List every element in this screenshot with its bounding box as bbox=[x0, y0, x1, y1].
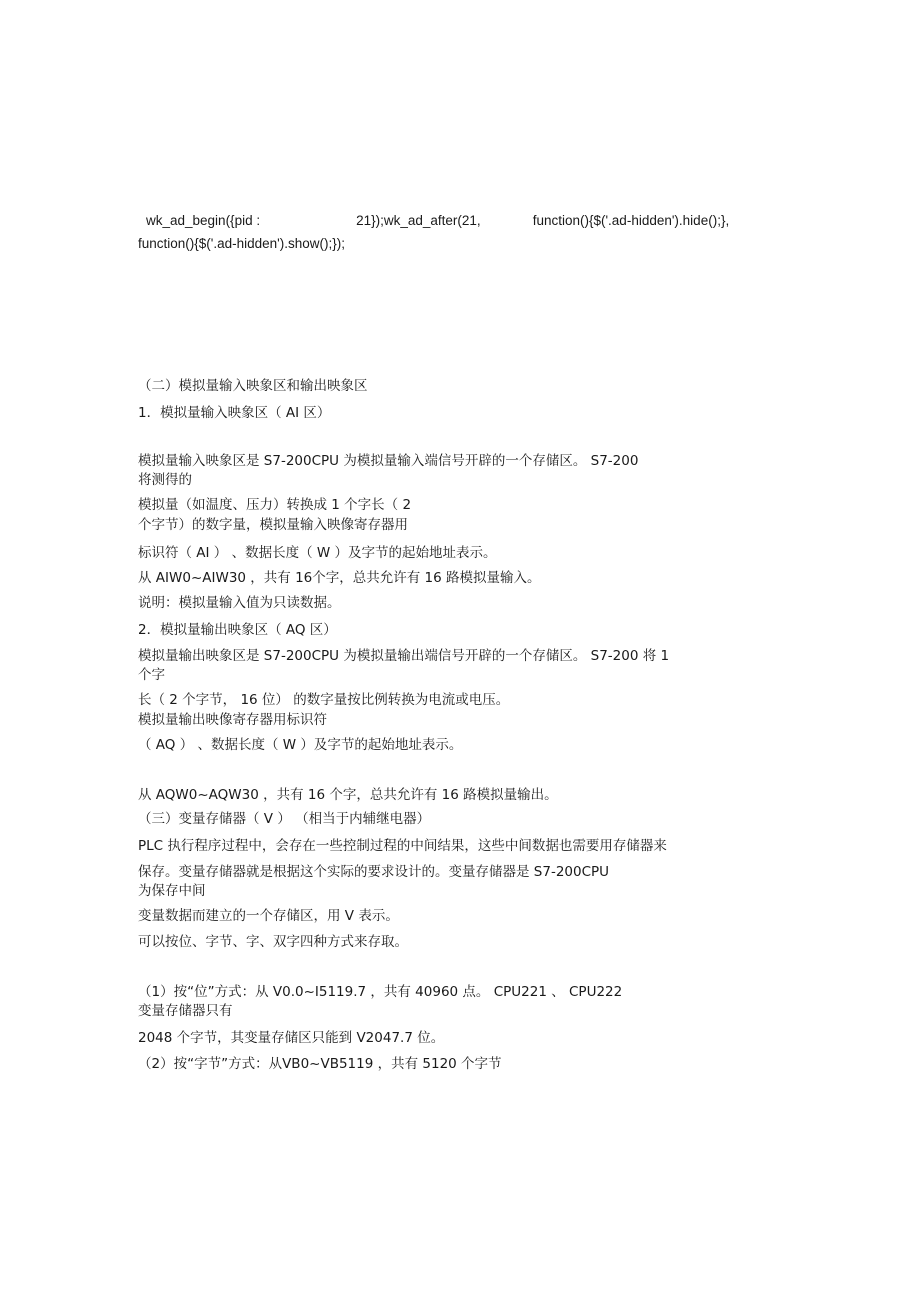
ad-code-part-3: function(){$('.ad-hidden').hide();}, bbox=[532, 213, 730, 228]
paragraph-line: 个字 bbox=[138, 667, 165, 683]
section-heading-variable-memory: （三）变量存储器（ V ） （相当于内辅继电器） bbox=[138, 811, 431, 827]
paragraph-line: 为保存中间 bbox=[138, 883, 206, 899]
ad-code-part-1: wk_ad_begin({pid : bbox=[146, 213, 261, 228]
paragraph-line: 变量数据而建立的一个存储区，用 V 表示。 bbox=[138, 908, 399, 924]
paragraph-line: 从 AIW0~AIW30 ，共有 16个字，总共允许有 16 路模拟量输入。 bbox=[138, 570, 541, 586]
subheading-aq-area: 2．模拟量输出映象区（ AQ 区） bbox=[138, 622, 337, 638]
paragraph-line: 将测得的 bbox=[138, 472, 192, 488]
paragraph-line: 模拟量输出映像寄存器用标识符 bbox=[138, 712, 327, 728]
paragraph-line: 保存。变量存储器就是根据这个实际的要求设计的。变量存储器是 S7-200CPU bbox=[138, 864, 610, 880]
paragraph-line: 长（ 2 个字节， 16 位） 的数字量按比例转换为电流或电压。 bbox=[138, 692, 510, 708]
section-heading-analog-image: （二）模拟量输入映象区和输出映象区 bbox=[138, 378, 368, 394]
ad-code-line-2: function(){$('.ad-hidden').show();}); bbox=[138, 236, 346, 251]
note-line: 说明：模拟量输入值为只读数据。 bbox=[138, 595, 341, 611]
paragraph-line: 2048 个字节，其变量存储区只能到 V2047.7 位。 bbox=[138, 1030, 445, 1046]
paragraph-line: 标识符（ AI ） 、数据长度（ W ）及字节的起始地址表示。 bbox=[138, 545, 497, 561]
paragraph-line: 从 AQW0~AQW30 ，共有 16 个字，总共允许有 16 路模拟量输出。 bbox=[138, 787, 558, 803]
ad-code-part-2: 21});wk_ad_after(21, bbox=[356, 213, 481, 228]
subheading-ai-area: 1．模拟量输入映象区（ AI 区） bbox=[138, 405, 331, 421]
paragraph-line: 个字节）的数字量，模拟量输入映像寄存器用 bbox=[138, 517, 408, 533]
paragraph-line: 模拟量输出映象区是 S7-200CPU 为模拟量输出端信号开辟的一个存储区。 S7-200 将 1 bbox=[138, 648, 670, 664]
paragraph-line: （ AQ ） 、数据长度（ W ）及字节的起始地址表示。 bbox=[138, 737, 463, 753]
paragraph-line: （2）按“字节”方式：从VB0~VB5119 ，共有 5120 个字节 bbox=[138, 1056, 502, 1072]
ad-code-line-1 bbox=[146, 212, 729, 230]
paragraph-line: （1）按“位”方式：从 V0.0~I5119.7 ，共有 40960 点。 CPU221 、 CPU222 bbox=[138, 984, 623, 1000]
paragraph-line: 模拟量输入映象区是 S7-200CPU 为模拟量输入端信号开辟的一个存储区。 S7-200 bbox=[138, 453, 639, 469]
paragraph-line: 可以按位、字节、字、双字四种方式来存取。 bbox=[138, 934, 408, 950]
paragraph-line: 模拟量（如温度、压力）转换成 1 个字长（ 2 bbox=[138, 497, 412, 513]
paragraph-line: PLC 执行程序过程中，会存在一些控制过程的中间结果，这些中间数据也需要用存储器来 bbox=[138, 838, 667, 854]
paragraph-line: 变量存储器只有 bbox=[138, 1003, 233, 1019]
